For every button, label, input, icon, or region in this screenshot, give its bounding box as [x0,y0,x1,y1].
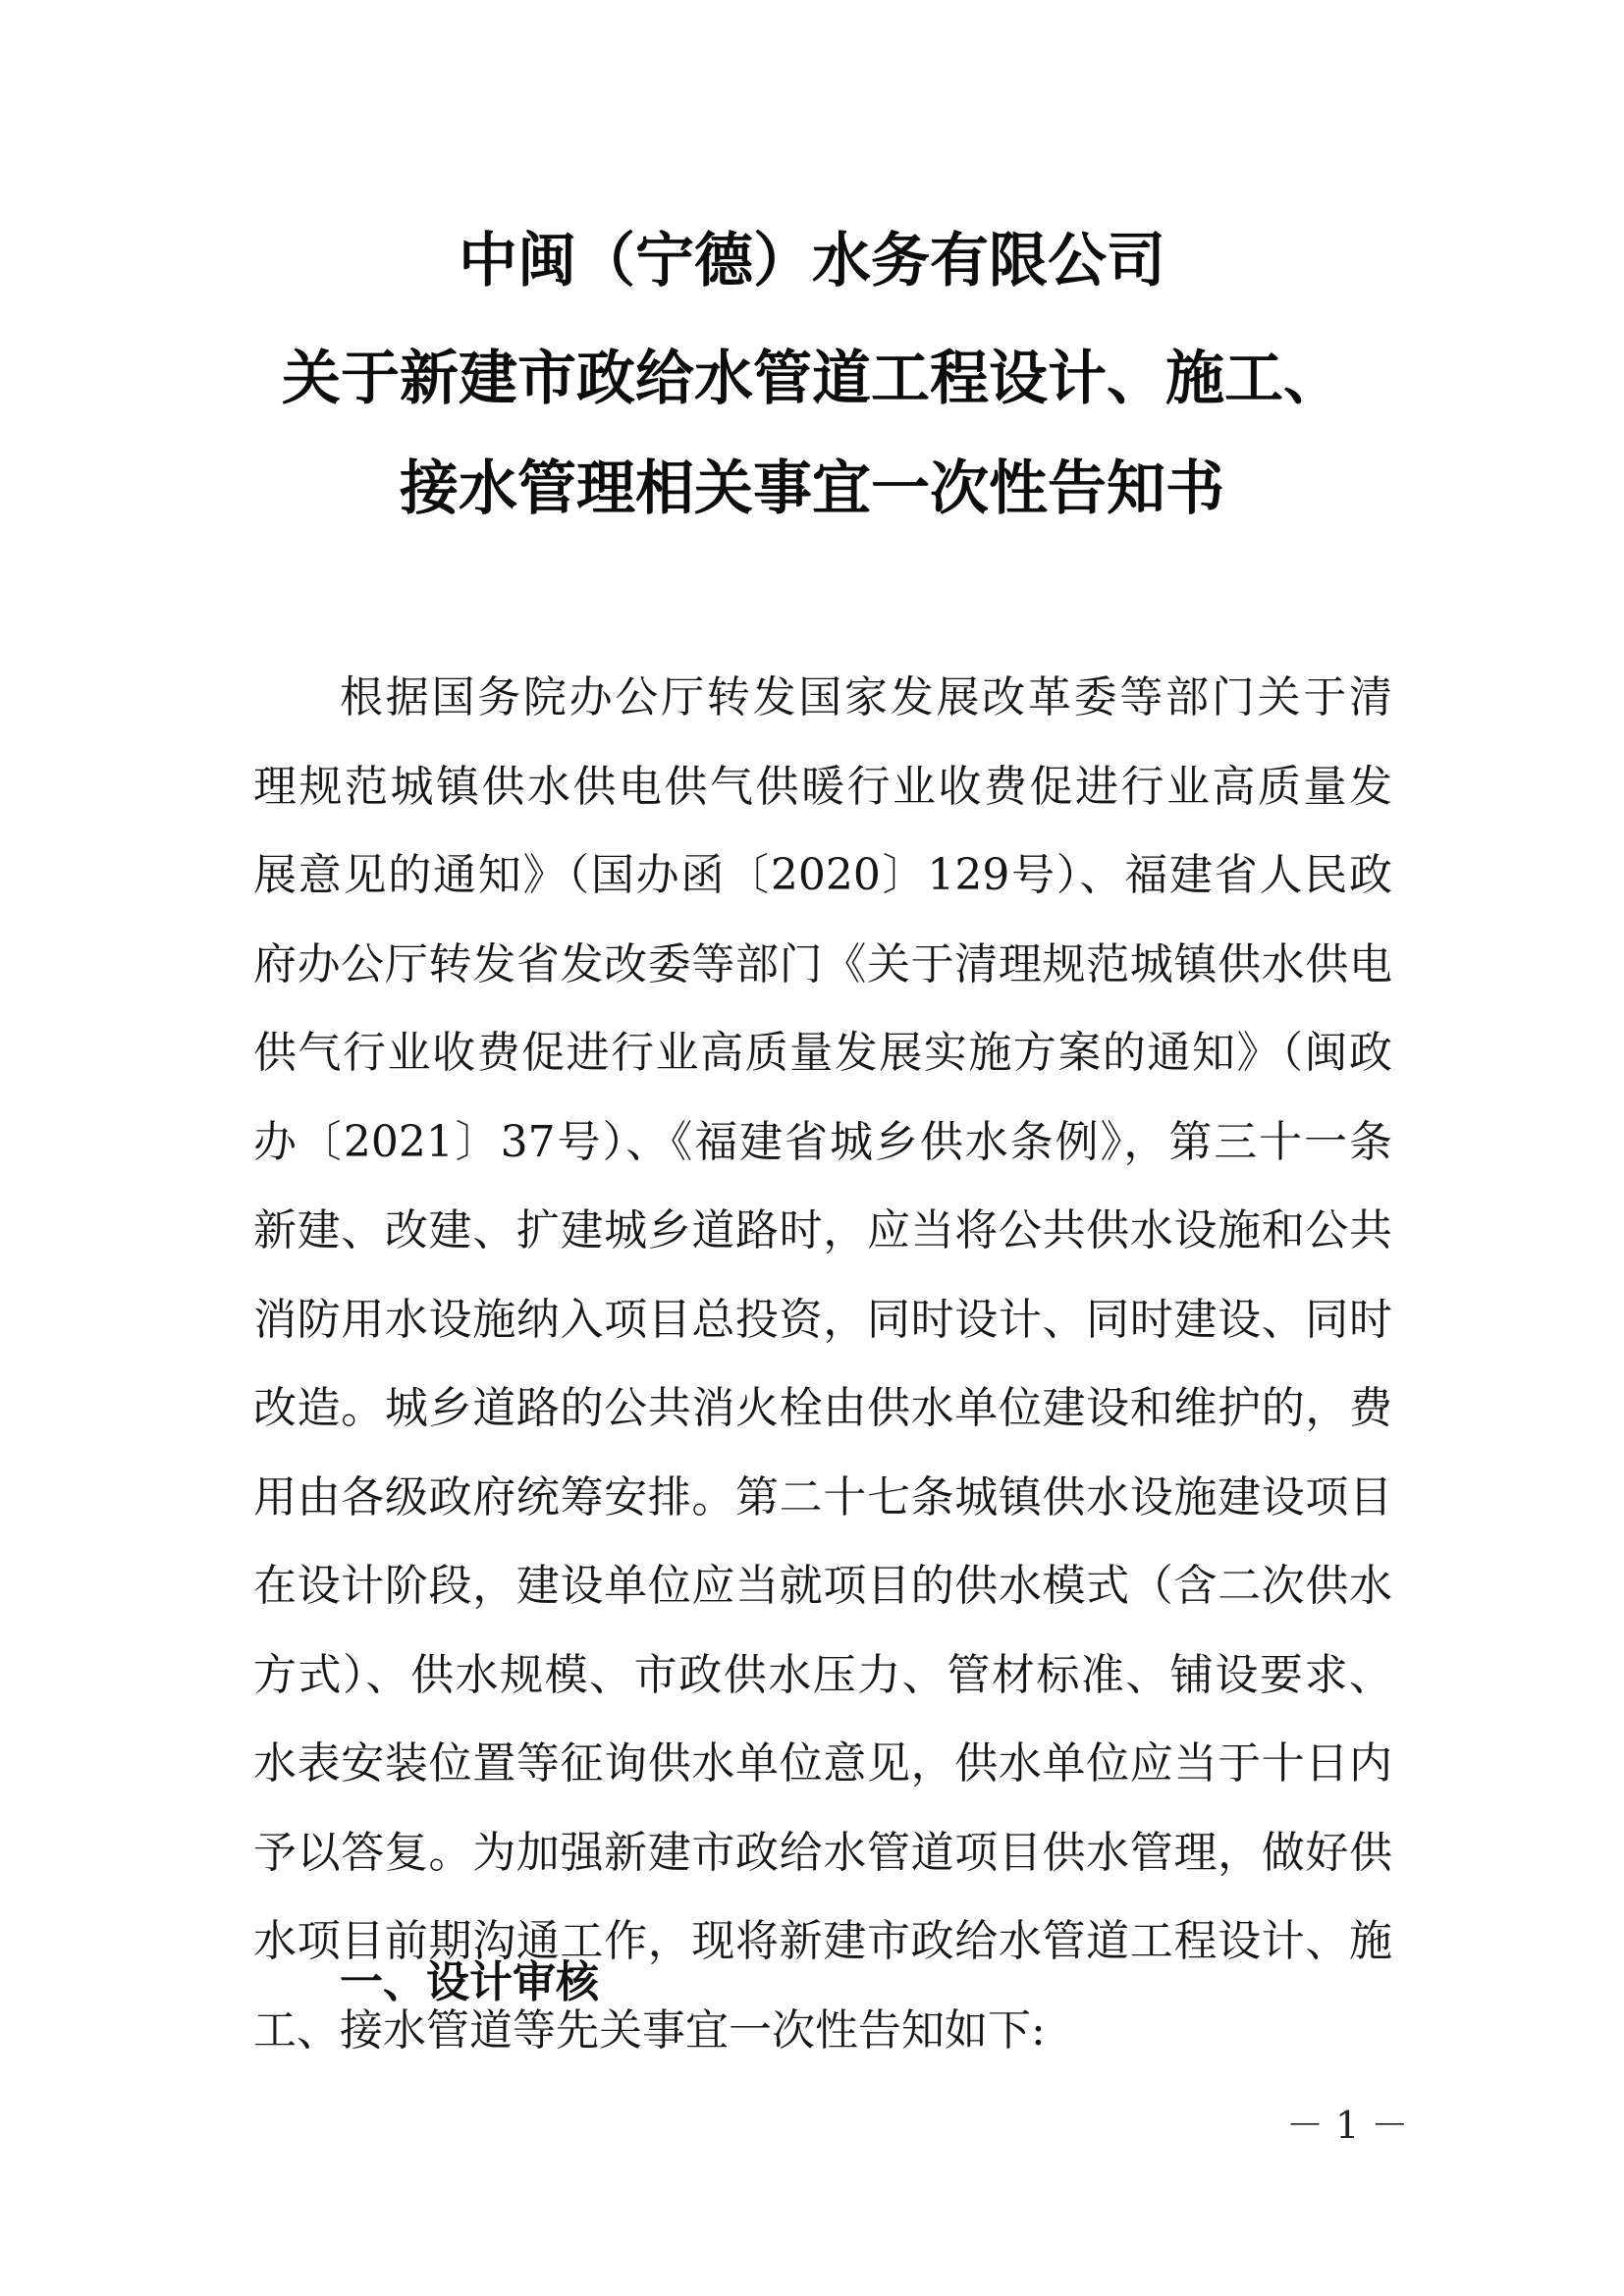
body-line: 在设计阶段，建设单位应当就项目的供水模式（含二次供水 [253,1561,1392,1611]
body-line: 予以答复。为加强新建市政给水管道项目供水管理，做好供 [253,1827,1392,1878]
document-title-line-1: 中闽（宁德）水务有限公司 [459,227,1165,295]
body-line: 工、接水管道等先关事宜一次性告知如下: [253,2004,1046,2056]
section-heading: 一、设计审核 [340,1957,599,2007]
document-title-line-3: 接水管理相关事宜一次性告知书 [400,454,1224,523]
page-number: － 1 － [1286,2104,1409,2147]
body-line: 根据国务院办公厅转发国家发展改革委等部门关于清 [340,672,1392,722]
body-line: 改造。城乡道路的公共消火栓由供水单位建设和维护的，费 [253,1383,1392,1433]
body-line: 消防用水设施纳入项目总投资，同时设计、同时建设、同时 [253,1294,1392,1345]
body-line: 水表安装位置等征询供水单位意见，供水单位应当于十日内 [253,1738,1392,1789]
body-line: 水项目前期沟通工作，现将新建市政给水管道工程设计、施 [253,1916,1392,1966]
body-line: 理规范城镇供水供电供气供暖行业收费促进行业高质量发 [253,761,1392,812]
body-line: 办〔2021〕37号）、《福建省城乡供水条例》，第三十一条 [253,1116,1392,1167]
body-paragraph [253,654,1392,2075]
body-line: 方式）、供水规模、市政供水压力、管材标准、铺设要求、 [253,1649,1392,1700]
document-title-line-2: 关于新建市政给水管道工程设计、施工、 [282,345,1342,413]
body-line: 府办公厅转发省发改委等部门《关于清理规范城镇供水供电 [253,938,1392,989]
body-line: 展意见的通知》（国办函〔2020〕129号）、福建省人民政 [253,850,1392,900]
body-line: 新建、改建、扩建城乡道路时，应当将公共供水设施和公共 [253,1205,1392,1255]
body-line: 用由各级政府统筹安排。第二十七条城镇供水设施建设项目 [253,1471,1392,1522]
body-line: 供气行业收费促进行业高质量发展实施方案的通知》（闽政 [253,1028,1392,1078]
